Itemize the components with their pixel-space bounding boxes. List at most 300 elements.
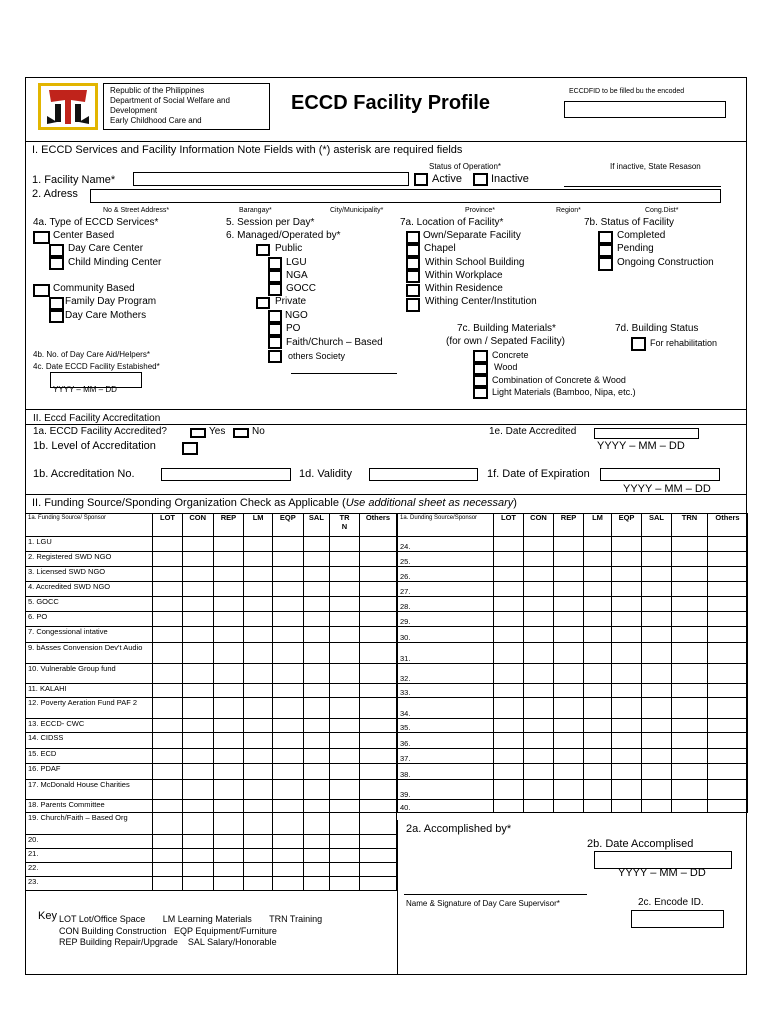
check-cell[interactable] [642, 597, 672, 612]
check-cell[interactable] [244, 749, 273, 764]
check-cell[interactable] [182, 698, 213, 719]
check-cell[interactable] [153, 582, 183, 597]
check-cell[interactable] [303, 835, 329, 849]
check-cell[interactable] [303, 582, 329, 597]
active-checkbox[interactable] [414, 173, 428, 186]
check-cell[interactable] [642, 800, 672, 813]
check-cell[interactable] [330, 664, 360, 684]
check-cell[interactable] [494, 733, 524, 749]
others-line[interactable] [291, 373, 397, 374]
check-cell[interactable] [494, 537, 524, 552]
check-cell[interactable] [642, 567, 672, 582]
check-cell[interactable] [213, 537, 244, 552]
check-cell[interactable] [612, 552, 642, 567]
check-cell[interactable] [153, 612, 183, 627]
check-cell[interactable] [554, 733, 584, 749]
check-cell[interactable] [303, 849, 329, 863]
check-cell[interactable] [359, 612, 396, 627]
check-cell[interactable] [359, 863, 396, 877]
check-cell[interactable] [584, 664, 612, 684]
rehab-checkbox[interactable] [631, 337, 646, 351]
check-cell[interactable] [612, 612, 642, 627]
check-cell[interactable] [642, 719, 672, 733]
check-cell[interactable] [330, 627, 360, 643]
status-checkbox[interactable] [598, 257, 613, 271]
check-cell[interactable] [524, 643, 554, 664]
check-cell[interactable] [303, 800, 329, 813]
check-cell[interactable] [153, 537, 183, 552]
check-cell[interactable] [182, 764, 213, 780]
check-cell[interactable] [584, 627, 612, 643]
check-cell[interactable] [494, 719, 524, 733]
check-cell[interactable] [584, 684, 612, 698]
check-cell[interactable] [303, 877, 329, 891]
location-checkbox[interactable] [406, 257, 420, 270]
eccdfid-field[interactable] [564, 101, 726, 118]
check-cell[interactable] [303, 664, 329, 684]
check-cell[interactable] [330, 749, 360, 764]
location-checkbox[interactable] [406, 231, 420, 244]
check-cell[interactable] [524, 764, 554, 780]
check-cell[interactable] [272, 643, 303, 664]
location-checkbox[interactable] [406, 244, 420, 257]
check-cell[interactable] [584, 567, 612, 582]
check-cell[interactable] [244, 698, 273, 719]
check-cell[interactable] [272, 537, 303, 552]
check-cell[interactable] [182, 537, 213, 552]
check-cell[interactable] [612, 719, 642, 733]
check-cell[interactable] [182, 612, 213, 627]
check-cell[interactable] [153, 552, 183, 567]
check-cell[interactable] [272, 849, 303, 863]
check-cell[interactable] [153, 733, 183, 749]
material-checkbox[interactable] [473, 387, 488, 399]
check-cell[interactable] [213, 684, 244, 698]
check-cell[interactable] [672, 749, 708, 764]
check-cell[interactable] [672, 582, 708, 597]
check-cell[interactable] [330, 863, 360, 877]
check-cell[interactable] [213, 800, 244, 813]
nga-checkbox[interactable] [268, 270, 282, 283]
check-cell[interactable] [359, 835, 396, 849]
check-cell[interactable] [554, 749, 584, 764]
check-cell[interactable] [303, 733, 329, 749]
check-cell[interactable] [213, 643, 244, 664]
check-cell[interactable] [153, 698, 183, 719]
check-cell[interactable] [213, 582, 244, 597]
check-cell[interactable] [330, 537, 360, 552]
check-cell[interactable] [213, 597, 244, 612]
acc-no-field[interactable] [161, 468, 291, 481]
check-cell[interactable] [182, 582, 213, 597]
check-cell[interactable] [303, 684, 329, 698]
check-cell[interactable] [554, 597, 584, 612]
check-cell[interactable] [213, 719, 244, 733]
check-cell[interactable] [272, 863, 303, 877]
check-cell[interactable] [153, 567, 183, 582]
check-cell[interactable] [272, 835, 303, 849]
po-checkbox[interactable] [268, 323, 282, 336]
check-cell[interactable] [213, 733, 244, 749]
check-cell[interactable] [244, 552, 273, 567]
check-cell[interactable] [359, 698, 396, 719]
check-cell[interactable] [303, 719, 329, 733]
location-checkbox[interactable] [406, 284, 420, 297]
check-cell[interactable] [359, 800, 396, 813]
check-cell[interactable] [494, 567, 524, 582]
check-cell[interactable] [244, 719, 273, 733]
check-cell[interactable] [213, 813, 244, 835]
check-cell[interactable] [672, 537, 708, 552]
check-cell[interactable] [554, 612, 584, 627]
check-cell[interactable] [303, 813, 329, 835]
check-cell[interactable] [182, 684, 213, 698]
check-cell[interactable] [182, 877, 213, 891]
check-cell[interactable] [672, 698, 708, 719]
check-cell[interactable] [672, 719, 708, 733]
check-cell[interactable] [584, 597, 612, 612]
check-cell[interactable] [303, 552, 329, 567]
check-cell[interactable] [272, 684, 303, 698]
check-cell[interactable] [708, 643, 748, 664]
check-cell[interactable] [330, 552, 360, 567]
check-cell[interactable] [708, 627, 748, 643]
check-cell[interactable] [584, 780, 612, 800]
check-cell[interactable] [359, 552, 396, 567]
check-cell[interactable] [494, 698, 524, 719]
check-cell[interactable] [612, 733, 642, 749]
check-cell[interactable] [612, 567, 642, 582]
check-cell[interactable] [330, 597, 360, 612]
check-cell[interactable] [672, 643, 708, 664]
check-cell[interactable] [213, 835, 244, 849]
gocc-checkbox[interactable] [268, 283, 282, 296]
check-cell[interactable] [642, 643, 672, 664]
check-cell[interactable] [303, 537, 329, 552]
no-checkbox[interactable] [233, 428, 249, 438]
check-cell[interactable] [303, 627, 329, 643]
check-cell[interactable] [359, 627, 396, 643]
check-cell[interactable] [359, 597, 396, 612]
private-checkbox[interactable] [256, 297, 270, 309]
check-cell[interactable] [708, 597, 748, 612]
check-cell[interactable] [612, 664, 642, 684]
check-cell[interactable] [524, 582, 554, 597]
check-cell[interactable] [244, 800, 273, 813]
faith-based-checkbox[interactable] [268, 336, 282, 349]
check-cell[interactable] [153, 749, 183, 764]
check-cell[interactable] [182, 552, 213, 567]
check-cell[interactable] [554, 537, 584, 552]
check-cell[interactable] [182, 643, 213, 664]
check-cell[interactable] [330, 643, 360, 664]
check-cell[interactable] [554, 698, 584, 719]
check-cell[interactable] [584, 612, 612, 627]
check-cell[interactable] [554, 664, 584, 684]
check-cell[interactable] [213, 863, 244, 877]
facility-name-field[interactable] [133, 172, 409, 186]
check-cell[interactable] [303, 780, 329, 800]
check-cell[interactable] [153, 684, 183, 698]
check-cell[interactable] [524, 684, 554, 698]
check-cell[interactable] [584, 552, 612, 567]
check-cell[interactable] [303, 749, 329, 764]
check-cell[interactable] [494, 552, 524, 567]
check-cell[interactable] [672, 733, 708, 749]
check-cell[interactable] [554, 800, 584, 813]
check-cell[interactable] [330, 733, 360, 749]
check-cell[interactable] [359, 537, 396, 552]
check-cell[interactable] [330, 582, 360, 597]
check-cell[interactable] [494, 780, 524, 800]
check-cell[interactable] [244, 780, 273, 800]
check-cell[interactable] [244, 733, 273, 749]
check-cell[interactable] [612, 582, 642, 597]
check-cell[interactable] [708, 684, 748, 698]
check-cell[interactable] [612, 643, 642, 664]
check-cell[interactable] [524, 698, 554, 719]
check-cell[interactable] [359, 643, 396, 664]
check-cell[interactable] [524, 780, 554, 800]
check-cell[interactable] [272, 582, 303, 597]
check-cell[interactable] [642, 552, 672, 567]
check-cell[interactable] [330, 698, 360, 719]
check-cell[interactable] [524, 552, 554, 567]
check-cell[interactable] [272, 800, 303, 813]
check-cell[interactable] [612, 698, 642, 719]
check-cell[interactable] [182, 800, 213, 813]
date-accredited-field[interactable] [594, 428, 699, 439]
check-cell[interactable] [524, 627, 554, 643]
check-cell[interactable] [244, 537, 273, 552]
check-cell[interactable] [494, 643, 524, 664]
expiration-field[interactable] [600, 468, 720, 481]
check-cell[interactable] [708, 764, 748, 780]
check-cell[interactable] [359, 877, 396, 891]
check-cell[interactable] [708, 733, 748, 749]
check-cell[interactable] [153, 597, 183, 612]
check-cell[interactable] [672, 552, 708, 567]
ngo-checkbox[interactable] [268, 310, 282, 323]
check-cell[interactable] [494, 582, 524, 597]
check-cell[interactable] [213, 567, 244, 582]
location-checkbox[interactable] [406, 270, 420, 283]
check-cell[interactable] [330, 719, 360, 733]
check-cell[interactable] [272, 780, 303, 800]
check-cell[interactable] [153, 863, 183, 877]
status-checkbox[interactable] [598, 244, 613, 257]
check-cell[interactable] [182, 627, 213, 643]
check-cell[interactable] [584, 719, 612, 733]
check-cell[interactable] [213, 627, 244, 643]
check-cell[interactable] [554, 719, 584, 733]
check-cell[interactable] [524, 749, 554, 764]
check-cell[interactable] [182, 719, 213, 733]
material-checkbox[interactable] [473, 375, 488, 387]
check-cell[interactable] [272, 813, 303, 835]
check-cell[interactable] [213, 849, 244, 863]
check-cell[interactable] [244, 849, 273, 863]
check-cell[interactable] [182, 597, 213, 612]
check-cell[interactable] [303, 597, 329, 612]
reason-line[interactable] [564, 186, 721, 187]
check-cell[interactable] [244, 567, 273, 582]
check-cell[interactable] [272, 698, 303, 719]
check-cell[interactable] [303, 863, 329, 877]
check-cell[interactable] [612, 597, 642, 612]
check-cell[interactable] [244, 684, 273, 698]
check-cell[interactable] [554, 627, 584, 643]
check-cell[interactable] [554, 567, 584, 582]
check-cell[interactable] [642, 627, 672, 643]
check-cell[interactable] [672, 764, 708, 780]
check-cell[interactable] [672, 684, 708, 698]
check-cell[interactable] [330, 849, 360, 863]
check-cell[interactable] [584, 643, 612, 664]
check-cell[interactable] [494, 664, 524, 684]
check-cell[interactable] [182, 733, 213, 749]
check-cell[interactable] [213, 552, 244, 567]
check-cell[interactable] [672, 664, 708, 684]
level-checkbox[interactable] [182, 442, 198, 455]
check-cell[interactable] [359, 733, 396, 749]
check-cell[interactable] [612, 537, 642, 552]
check-cell[interactable] [584, 764, 612, 780]
check-cell[interactable] [642, 780, 672, 800]
check-cell[interactable] [672, 597, 708, 612]
check-cell[interactable] [708, 698, 748, 719]
encode-id-field[interactable] [631, 910, 724, 928]
check-cell[interactable] [303, 764, 329, 780]
check-cell[interactable] [642, 733, 672, 749]
check-cell[interactable] [554, 764, 584, 780]
check-cell[interactable] [494, 597, 524, 612]
check-cell[interactable] [330, 877, 360, 891]
check-cell[interactable] [494, 764, 524, 780]
check-cell[interactable] [330, 684, 360, 698]
check-cell[interactable] [524, 567, 554, 582]
check-cell[interactable] [672, 800, 708, 813]
check-cell[interactable] [330, 813, 360, 835]
check-cell[interactable] [272, 764, 303, 780]
others-society-checkbox[interactable] [268, 350, 282, 363]
check-cell[interactable] [494, 800, 524, 813]
check-cell[interactable] [272, 733, 303, 749]
check-cell[interactable] [612, 764, 642, 780]
day-care-center-checkbox[interactable] [49, 244, 64, 257]
check-cell[interactable] [524, 719, 554, 733]
check-cell[interactable] [612, 684, 642, 698]
check-cell[interactable] [494, 684, 524, 698]
check-cell[interactable] [272, 749, 303, 764]
check-cell[interactable] [272, 877, 303, 891]
check-cell[interactable] [213, 780, 244, 800]
check-cell[interactable] [642, 664, 672, 684]
check-cell[interactable] [554, 582, 584, 597]
check-cell[interactable] [524, 664, 554, 684]
check-cell[interactable] [359, 749, 396, 764]
community-based-checkbox[interactable] [33, 284, 50, 297]
check-cell[interactable] [642, 537, 672, 552]
check-cell[interactable] [642, 612, 672, 627]
public-checkbox[interactable] [256, 244, 270, 256]
check-cell[interactable] [182, 835, 213, 849]
check-cell[interactable] [359, 849, 396, 863]
check-cell[interactable] [244, 582, 273, 597]
check-cell[interactable] [672, 780, 708, 800]
check-cell[interactable] [330, 800, 360, 813]
check-cell[interactable] [213, 749, 244, 764]
check-cell[interactable] [303, 698, 329, 719]
check-cell[interactable] [359, 764, 396, 780]
status-checkbox[interactable] [598, 231, 613, 244]
check-cell[interactable] [359, 780, 396, 800]
check-cell[interactable] [708, 800, 748, 813]
check-cell[interactable] [272, 567, 303, 582]
check-cell[interactable] [642, 749, 672, 764]
check-cell[interactable] [672, 567, 708, 582]
check-cell[interactable] [359, 719, 396, 733]
check-cell[interactable] [359, 664, 396, 684]
check-cell[interactable] [584, 733, 612, 749]
check-cell[interactable] [642, 582, 672, 597]
check-cell[interactable] [244, 764, 273, 780]
day-care-mothers-checkbox[interactable] [49, 310, 64, 323]
check-cell[interactable] [272, 664, 303, 684]
check-cell[interactable] [244, 664, 273, 684]
check-cell[interactable] [330, 764, 360, 780]
check-cell[interactable] [494, 749, 524, 764]
address-field[interactable] [90, 189, 721, 203]
check-cell[interactable] [708, 719, 748, 733]
check-cell[interactable] [612, 780, 642, 800]
check-cell[interactable] [708, 612, 748, 627]
check-cell[interactable] [244, 643, 273, 664]
child-minding-checkbox[interactable] [49, 257, 64, 270]
check-cell[interactable] [272, 552, 303, 567]
check-cell[interactable] [182, 780, 213, 800]
check-cell[interactable] [708, 749, 748, 764]
check-cell[interactable] [494, 627, 524, 643]
check-cell[interactable] [330, 835, 360, 849]
check-cell[interactable] [359, 582, 396, 597]
check-cell[interactable] [153, 764, 183, 780]
check-cell[interactable] [554, 780, 584, 800]
check-cell[interactable] [153, 877, 183, 891]
check-cell[interactable] [359, 567, 396, 582]
check-cell[interactable] [182, 813, 213, 835]
check-cell[interactable] [303, 612, 329, 627]
center-based-checkbox[interactable] [33, 231, 50, 244]
check-cell[interactable] [584, 800, 612, 813]
check-cell[interactable] [584, 537, 612, 552]
check-cell[interactable] [182, 567, 213, 582]
check-cell[interactable] [708, 552, 748, 567]
check-cell[interactable] [708, 537, 748, 552]
check-cell[interactable] [182, 863, 213, 877]
check-cell[interactable] [153, 664, 183, 684]
check-cell[interactable] [153, 813, 183, 835]
check-cell[interactable] [612, 800, 642, 813]
check-cell[interactable] [244, 597, 273, 612]
check-cell[interactable] [244, 877, 273, 891]
check-cell[interactable] [642, 764, 672, 780]
check-cell[interactable] [153, 780, 183, 800]
check-cell[interactable] [213, 664, 244, 684]
check-cell[interactable] [213, 764, 244, 780]
yes-checkbox[interactable] [190, 428, 206, 438]
check-cell[interactable] [584, 749, 612, 764]
